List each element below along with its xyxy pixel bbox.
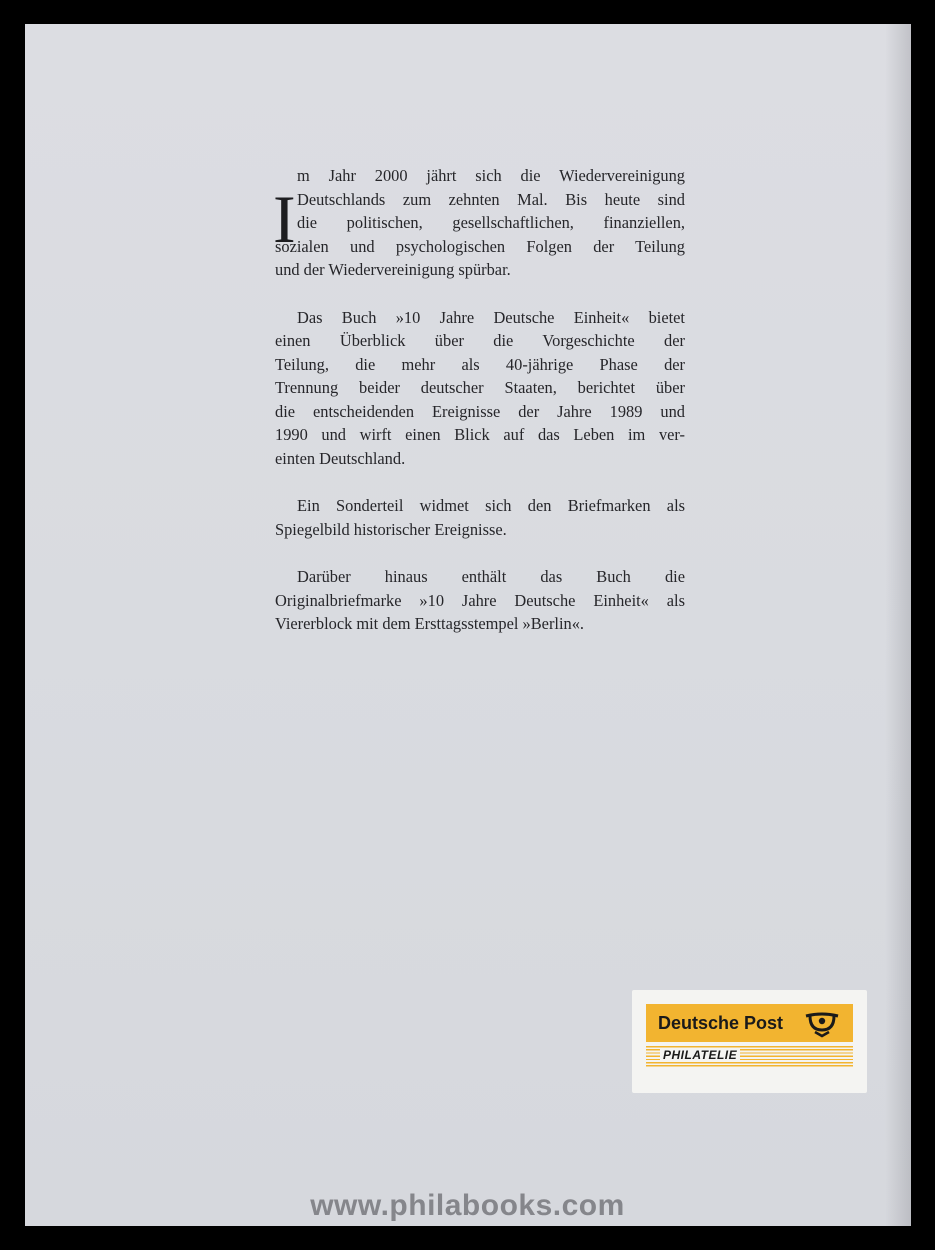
text-line: Das Buch »10 Jahre Deutsche Einheit« bietet (297, 307, 685, 327)
paragraph-intro (275, 164, 685, 282)
text-line: m Jahr 2000 jährt sich die Wiedervereinigung (297, 166, 685, 185)
text-line: sozialen und psychologischen Folgen der Teilung (275, 236, 685, 256)
text-line: 1990 und wirft einen Blick auf das Leben im ver- (275, 425, 685, 444)
text-line: Ein Sonderteil widmet sich den Briefmarken als (297, 496, 685, 515)
text-line: die politischen, gesellschaftlichen, finanziellen, (297, 213, 685, 232)
text-line: Deutschlands zum zehnten Mal. Bis heute sind (297, 189, 685, 209)
watermark-url: www.philabooks.com (310, 1189, 625, 1222)
text-line: Darüber hinaus enthält das Buch die (297, 567, 685, 586)
deutsche-post-philatelie-logo (632, 990, 867, 1093)
text-line: Trennung beider deutscher Staaten, berichtet über (275, 378, 685, 397)
logo-subtitle-bar (646, 1046, 853, 1068)
text-line: einen Überblick über die Vorgeschichte der (275, 331, 685, 350)
logo-subtitle: PHILATELIE (660, 1048, 740, 1062)
text-line: Viererblock mit dem Ersttagsstempel »Berlin«. (275, 614, 584, 633)
paragraph-stamp-contents (275, 565, 685, 636)
text-line: Spiegelbild historischer Ereignisse. (275, 519, 507, 539)
blurb-text (275, 164, 685, 660)
logo-brand-name: Deutsche Post (658, 1012, 784, 1033)
text-line: und der Wiedervereinigung spürbar. (275, 260, 511, 279)
logo-brand-bar (646, 1004, 853, 1042)
paragraph-book-summary (275, 306, 685, 471)
text-line: Teilung, die mehr als 40-jährige Phase der (275, 354, 685, 374)
text-line: die entscheidenden Ereignisse der Jahre 1989 und (275, 401, 685, 421)
drop-cap: I (273, 181, 296, 257)
post-horn-icon (803, 1010, 841, 1043)
book-back-cover (25, 24, 911, 1226)
text-line: Originalbriefmarke »10 Jahre Deutsche Einheit« als (275, 590, 685, 610)
paragraph-special-section (275, 494, 685, 541)
text-line: einten Deutschland. (275, 448, 406, 468)
